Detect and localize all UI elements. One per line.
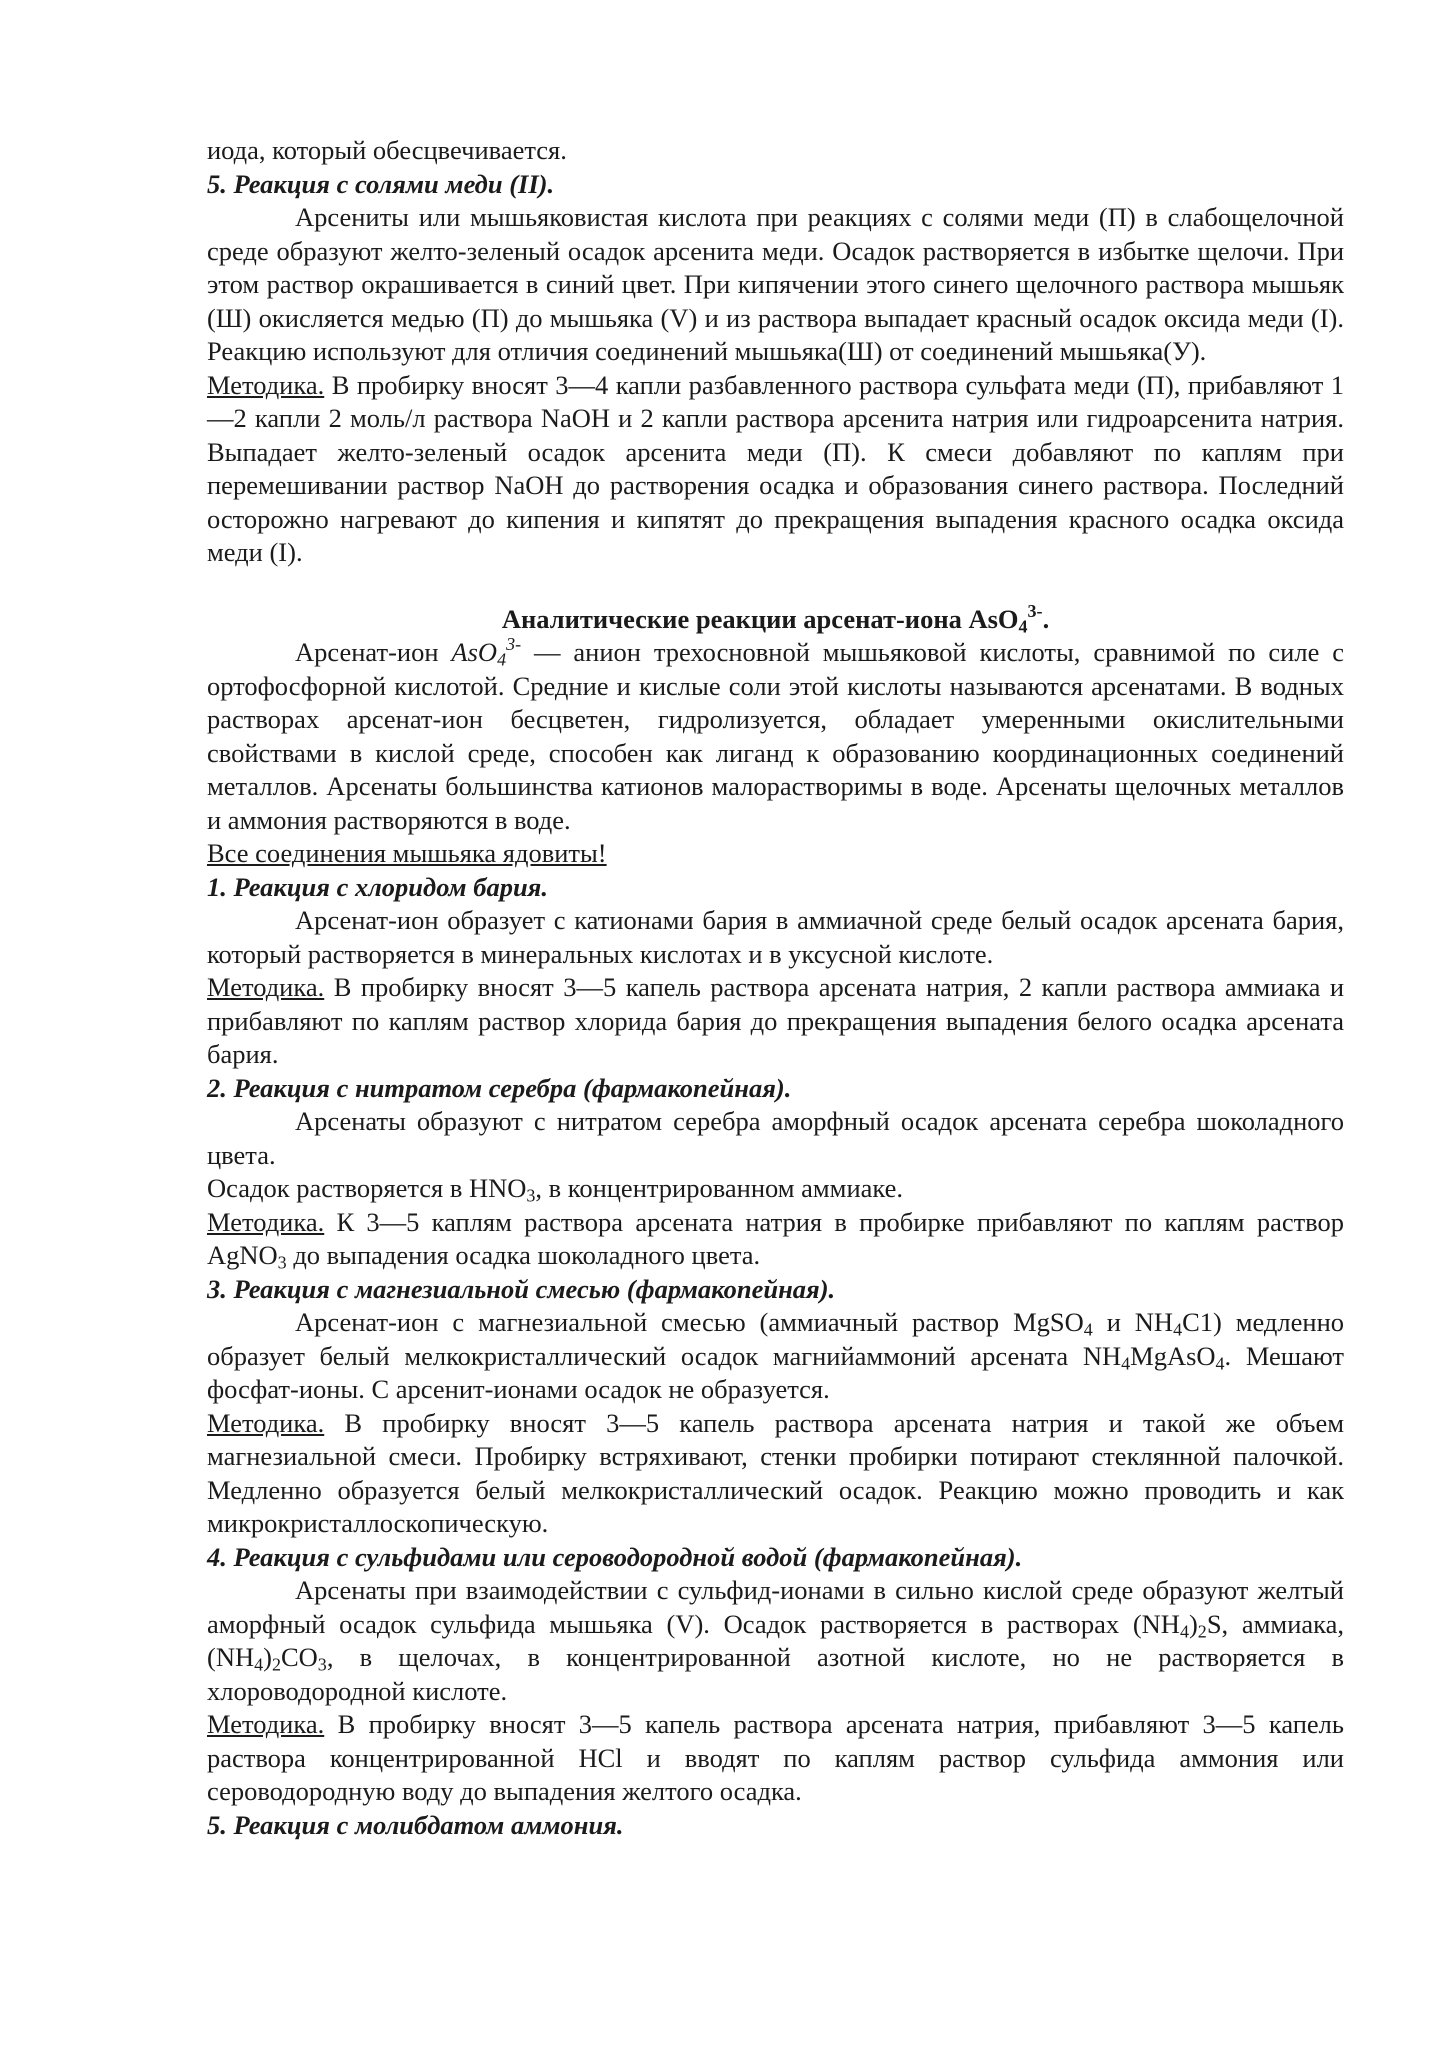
toxicity-warning: Все соединения мышьяка ядовиты! [207,838,607,868]
silver-method-paragraph: Методика. К 3—5 каплям раствора арсената натрия в пробирке прибавляют по каплям раствор AgNO$_3$ до выпадения осадка шоколадного цвета. [207,1206,1345,1273]
document-page [207,134,1344,1842]
heading-sulfide-reaction: 4. Реакция с сульфидами или сероводородной водой (фармакопейная). [207,1541,1023,1572]
method-label: Методика. [207,972,325,1002]
silver-dissolve: Осадок растворяется в $HNO_3$, в концентрированном аммиаке. [207,1173,903,1206]
sulfide-description: Арсенаты при взаимодействии с сульфид-ионами в сильно кислой среде образуют желтый аморфный осадок сульфида мышьяка (V). Осадок растворяется в растворах $(NH_4)_2S$, аммиака, $(NH_4)_2CO_3$, в щелочах, в концентрированной азотной кислоте, но не растворяется в хлороводородной кислоте. [207,1575,1345,1706]
copper-description: Арсениты или мышьяковистая кислота при реакциях с солями меди (П) в слабощелочной среде образуют желто-зеленый осадок арсенита меди. Осадок растворяется в избытке щелочи. При этом раствор окрашивается в синий цвет. При кипячении этого синего щелочного раствора мышьяк (Ш) окисляется медью (П) до мышьяка (V) и из раствора выпадает красный осадок оксида меди (I). Реакцию используют для отличия соединений мышьяка(Ш) от соединений мышьяка(У). [207,202,1344,366]
section-title: Аналитические реакции арсенат-иона AsO$_4^{3-}$. [501,600,1050,636]
method-label: Методика. [207,1709,325,1739]
heading-magnesia-reaction: 3. Реакция с магнезиальной смесью (фармакопейная). [207,1273,836,1304]
paragraph: иода, который обесцвечивается. [207,135,567,165]
magnesia-description: Арсенат-ион с магнезиальной смесью (аммиачный раствор MgSO$_4$ и $NH_4C1$) медленно образует белый мелкокристаллический осадок магнийаммоний арсената $NH_4MgAsO_4$. Мешают фосфат-ионы. С арсенит-ионами осадок не образуется. [207,1307,1345,1404]
arsenate-intro: Арсенат-ион AsO$_4^{3-}$ — анион трехосновной мышьяковой кислоты, сравнимой по силе с ортофосфорной кислотой. Средние и кислые соли этой кислоты называются арсенатами. В водных растворах арсенат-ион бесцветен, гидролизуется, обладает умеренными окислительными свойствами в кислой среде, способен как лиганд к образованию координационных соединений металлов. Арсенаты большинства катионов малорастворимы в воде. Арсенаты щелочных металлов и аммония растворяются в воде. [207,634,1345,835]
heading-molybdate-reaction: 5. Реакция с молибдатом аммония. [207,1809,624,1840]
heading-silver-reaction: 2. Реакция с нитратом серебра (фармакопейная). [207,1072,792,1103]
heading-barium-reaction: 1. Реакция с хлоридом бария. [207,871,548,902]
heading-copper-reaction: 5. Реакция с солями меди (II). [207,168,555,199]
copper-method-paragraph: Методика. В пробирку вносят 3—4 капли разбавленного раствора сульфата меди (П), прибавляют 1—2 капли 2 моль/л раствора NaOH и 2 капли раствора арсенита натрия или гидроарсенита натрия. Выпадает желто-зеленый осадок арсенита меди (П). К смеси добавляют по каплям при перемешивании раствор NaOH до растворения осадка и образования синего раствора. Последний осторожно нагревают до кипения и кипятят до прекращения выпадения красного осадка оксида меди (I). [207,369,1345,567]
arsenate-formula: AsO$_4^{3-}$ [451,634,522,670]
method-label: Методика. [207,1407,325,1438]
silver-description: Арсенаты образуют с нитратом серебра аморфный осадок арсената серебра шоколадного цвета. [207,1106,1344,1170]
magnesia-method-paragraph: Методика. В пробирку вносят 3—5 капель раствора арсената натрия и такой же объем магнезиальной смеси. Пробирку встряхивают, стенки пробирки потирают стеклянной палочкой. Медленно образуется белый мелкокристаллический осадок. Реакцию можно проводить и как микрокристаллоскопическую. [207,1407,1345,1538]
method-label: Методика. [207,1206,325,1237]
barium-method-paragraph: Методика. В пробирку вносят 3—5 капель раствора арсената натрия, 2 капли раствора аммиака и прибавляют по каплям раствор хлорида бария до прекращения выпадения белого осадка арсената бария. [207,972,1344,1069]
sulfide-method-paragraph: Методика. В пробирку вносят 3—5 капель раствора арсената натрия, прибавляют 3—5 капель раствора концентрированной HCl и вводят по каплям раствор сульфида аммония или сероводородную воду до выпадения желтого осадка. [207,1709,1344,1806]
barium-description: Арсенат-ион образует с катионами бария в аммиачной среде белый осадок арсената бария, который растворяется в минеральных кислотах и в уксусной кислоте. [207,905,1344,969]
method-label: Методика. [207,369,325,400]
